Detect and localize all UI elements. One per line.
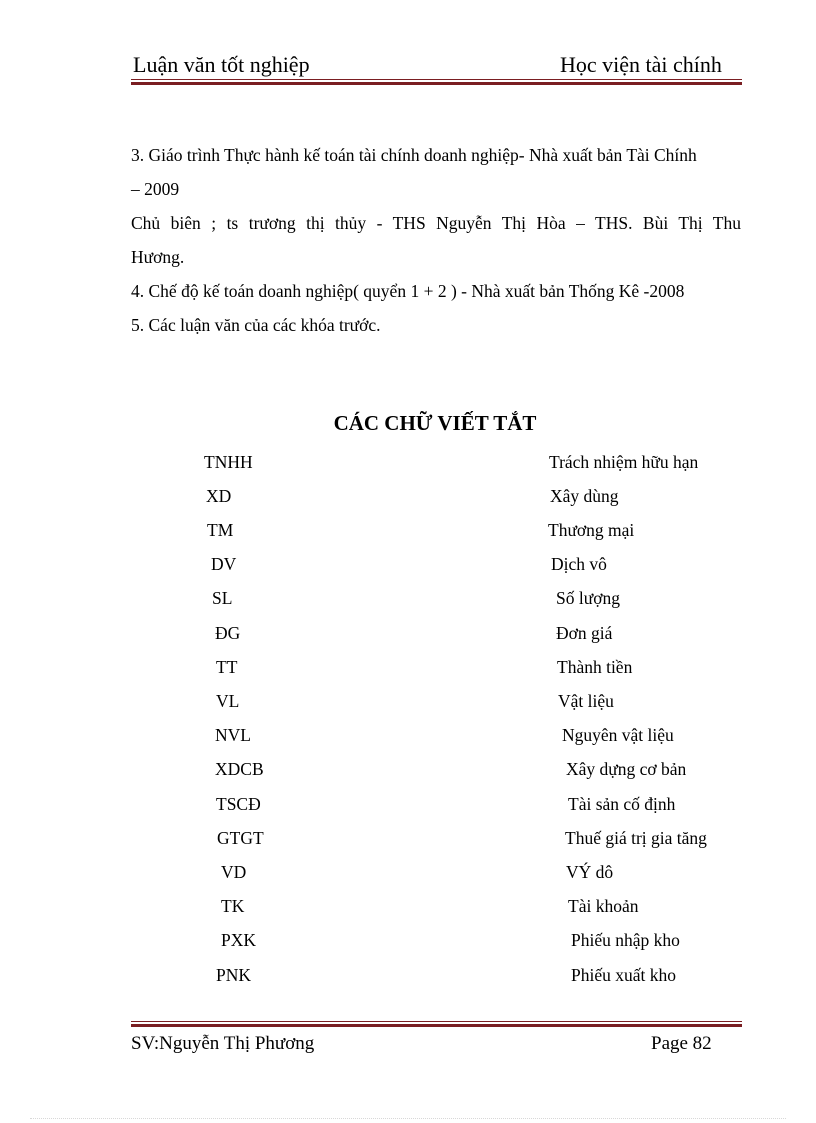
abbreviations-title: CÁC CHỮ VIẾT TẮT	[333, 411, 537, 435]
abbr-meaning: Xây dựng cơ bản	[566, 759, 687, 779]
abbr: DV	[211, 554, 237, 574]
abbr: TK	[221, 896, 245, 916]
abbr-meaning: VÝ dô	[566, 862, 614, 882]
page-footer-author: SV:Nguyễn Thị Phương	[131, 1033, 315, 1054]
abbr-meaning: Tài sản cố định	[568, 794, 676, 814]
abbr: VD	[221, 862, 247, 882]
abbr-meaning: Vật liệu	[558, 691, 614, 711]
reference-editors-line2: Hương.	[131, 247, 185, 267]
abbr-meaning: Thành tiền	[557, 657, 633, 677]
abbr: TM	[207, 520, 234, 540]
abbr-meaning: Phiếu xuất kho	[571, 965, 676, 985]
reference-3-line2: – 2009	[131, 179, 180, 199]
abbr-meaning: Thương mại	[548, 520, 635, 540]
abbr: PNK	[216, 965, 252, 985]
abbr-meaning: Phiếu nhập kho	[571, 930, 680, 950]
abbr-meaning: Xây dùng	[550, 486, 619, 506]
reference-3-line1: 3. Giáo trình Thực hành kế toán tài chính doanh nghiệp- Nhà xuất bản Tài Chính	[131, 145, 697, 165]
abbr-meaning: Thuế giá trị gia tăng	[565, 828, 707, 848]
abbr: GTGT	[217, 828, 264, 848]
abbr: VL	[216, 691, 240, 711]
page-header-left: Luận văn tốt nghiệp	[133, 52, 310, 77]
reference-4: 4. Chế độ kế toán doanh nghiệp( quyển 1 + 2 ) - Nhà xuất bản Thống Kê -2008	[131, 281, 685, 301]
abbr: SL	[212, 588, 233, 608]
reference-editors-line1: Chủ biên ; ts trương thị thủy - THS Nguyễn Thị Hòa – THS. Bùi Thị Thu	[131, 213, 741, 233]
page-bottom-edge	[30, 1118, 786, 1119]
abbr-meaning: Nguyên vật liệu	[562, 725, 674, 745]
abbr-meaning: Số lượng	[556, 588, 620, 608]
abbr: ĐG	[215, 623, 241, 643]
abbr-meaning: Tài khoản	[568, 896, 639, 916]
abbr-meaning: Trách nhiệm hữu hạn	[549, 452, 699, 472]
abbr: PXK	[221, 930, 257, 950]
page-header-right: Học viện tài chính	[560, 52, 722, 77]
abbr-meaning: Đơn giá	[556, 623, 613, 643]
abbr: TNHH	[204, 452, 253, 472]
page-number: Page 82	[651, 1033, 712, 1054]
header-rule	[131, 79, 742, 85]
abbr: XD	[206, 486, 232, 506]
abbr: TSCĐ	[216, 794, 261, 814]
footer-rule	[131, 1021, 742, 1027]
abbr-meaning: Dịch vô	[551, 554, 607, 574]
abbr: XDCB	[215, 759, 264, 779]
reference-5: 5. Các luận văn của các khóa trước.	[131, 315, 381, 335]
abbr: NVL	[215, 725, 251, 745]
abbr: TT	[216, 657, 238, 677]
